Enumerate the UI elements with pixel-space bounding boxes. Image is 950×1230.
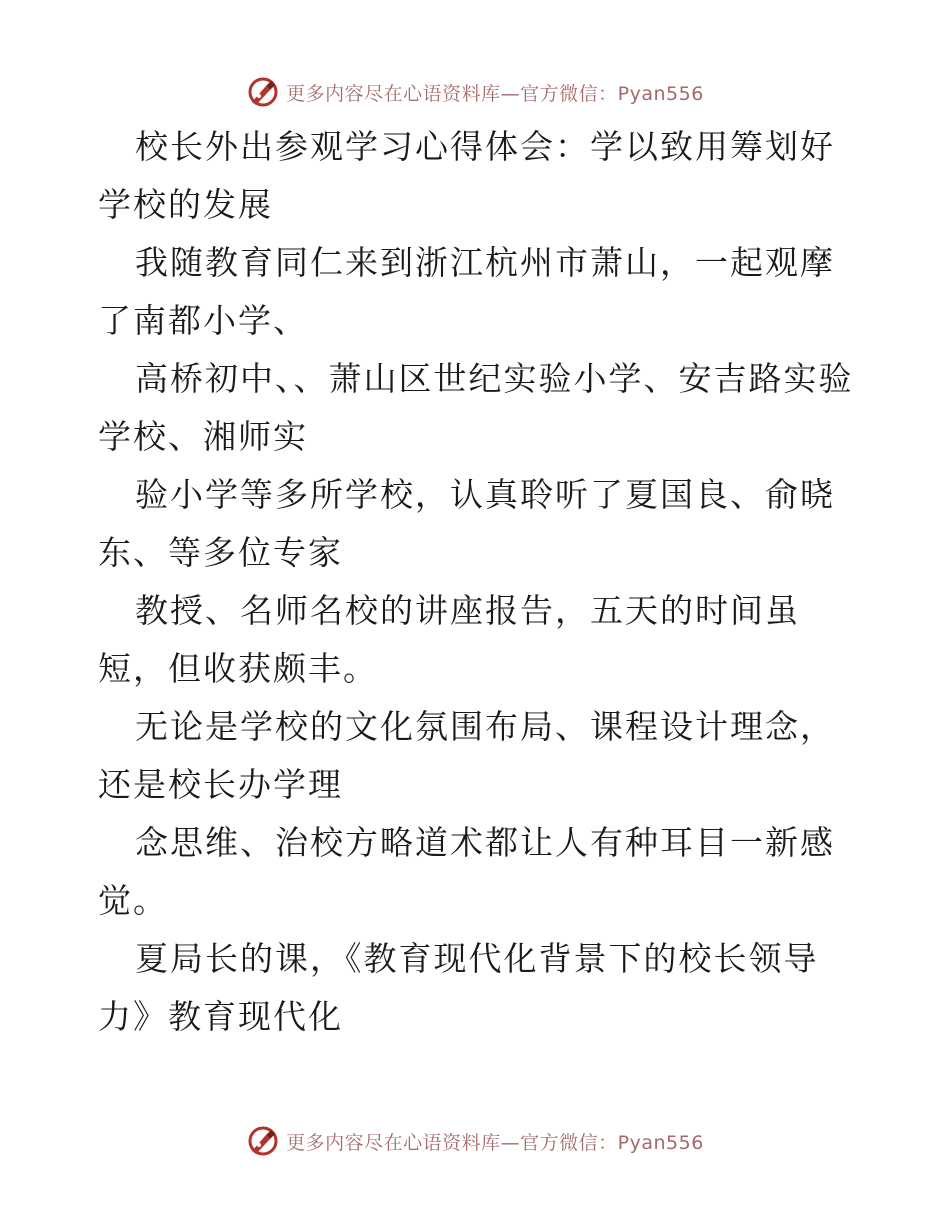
pen-circle-icon (246, 75, 280, 109)
paragraph: 我随教育同仁来到浙江杭州市萧山，一起观摩了南都小学、 (98, 243, 835, 340)
pen-circle-icon (246, 1124, 280, 1158)
paragraph: 夏局长的课，《教育现代化背景下的校长领导力》教育现代化 (98, 939, 819, 1036)
paragraph: 无论是学校的文化氛围布局、课程设计理念，还是校长办学理 (98, 707, 835, 804)
header-banner-text: 更多内容尽在心语资料库—官方微信：Pyan556 (286, 82, 704, 105)
header-banner (0, 72, 950, 112)
footer-banner (0, 1121, 950, 1161)
footer-banner-text: 更多内容尽在心语资料库—官方微信：Pyan556 (286, 1131, 704, 1154)
paragraph: 验小学等多所学校，认真聆听了夏国良、俞晓东、等多位专家 (98, 475, 835, 572)
document-body (98, 118, 868, 1046)
paragraph: 教授、名师名校的讲座报告，五天的时间虽短，但收获颇丰。 (98, 591, 800, 688)
paragraph: 高桥初中、、萧山区世纪实验小学、安吉路实验学校、湘师实 (98, 359, 854, 456)
paragraph-title: 校长外出参观学习心得体会：学以致用筹划好学校的发展 (98, 127, 835, 224)
paragraph: 念思维、治校方略道术都让人有种耳目一新感觉。 (98, 823, 835, 920)
